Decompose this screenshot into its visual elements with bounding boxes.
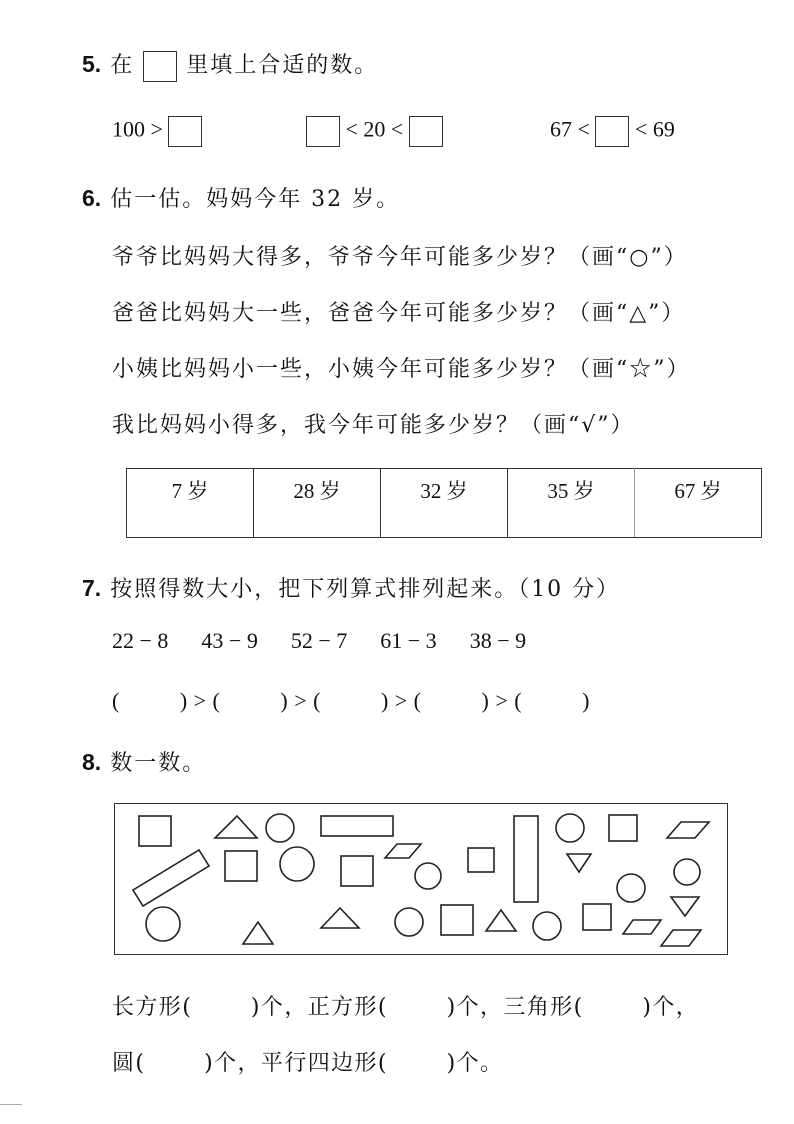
q5-expr-2: < 20 < (306, 116, 443, 147)
q5-expr-1: 100 > (112, 116, 202, 147)
answer-box[interactable] (306, 116, 340, 147)
q6-title: 6. 估一估。妈妈今年 32 岁。 (82, 185, 401, 212)
circle-shape (280, 847, 314, 881)
square-shape (225, 851, 257, 881)
page-edge-mark (0, 1104, 22, 1105)
age-cell[interactable]: 67 岁 (635, 469, 762, 538)
expr: 38 − 9 (469, 628, 527, 653)
circle-shape (415, 863, 441, 889)
q7-expressions (112, 628, 526, 654)
q7-title: 7. 按照得数大小，把下列算式排列起来。（10 分） (82, 575, 621, 602)
q6-line-1: 爷爷比妈妈大得多，爷爷今年可能多少岁？（画“○”） (112, 245, 688, 270)
q6-line-4: 我比妈妈小得多，我今年可能多少岁？（画“√”） (112, 413, 635, 438)
square-shape (583, 904, 611, 930)
age-cell[interactable]: 32 岁 (381, 469, 508, 538)
triangle-shape (567, 854, 591, 872)
q7-order-line[interactable]: ( ) > ( ) > ( ) > ( ) > ( ) (112, 688, 590, 713)
circle-shape (146, 907, 180, 941)
expr: 61 − 3 (380, 628, 437, 653)
circle-shape (617, 874, 645, 902)
age-cell[interactable]: 7 岁 (127, 469, 254, 538)
rectangle-shape (321, 816, 393, 836)
q6-line-2: 爸爸比妈妈大一些，爸爸今年可能多少岁？（画“△”） (112, 301, 686, 326)
q7-title-text: 按照得数大小，把下列算式排列起来。（10 分） (110, 577, 621, 602)
triangle-shape (486, 910, 516, 931)
answer-box[interactable] (409, 116, 443, 147)
square-shape (341, 856, 373, 886)
q5-number: 5 (82, 51, 95, 77)
rectangle-shape (514, 816, 538, 902)
answer-box[interactable] (168, 116, 202, 147)
parallelogram-shape (667, 822, 709, 838)
triangle-shape (321, 908, 359, 928)
q6-title-text: 估一估。妈妈今年 32 岁。 (110, 187, 401, 212)
q5-sample-box (143, 51, 177, 82)
circle-shape (395, 908, 423, 936)
q8-title: 8. 数一数。 (82, 749, 207, 776)
age-table (126, 468, 762, 538)
q8-title-text: 数一数。 (110, 751, 207, 776)
expr: 52 − 7 (290, 628, 348, 653)
square-shape (441, 905, 473, 935)
square-shape (139, 816, 171, 846)
age-cell[interactable]: 28 岁 (254, 469, 381, 538)
circle-shape (674, 859, 700, 885)
parallelogram-shape (623, 920, 661, 934)
circle-shape (266, 814, 294, 842)
q8-answer-line-2[interactable]: 圆( )个，平行四边形( )个。 (112, 1051, 504, 1076)
circle-shape (533, 912, 561, 940)
q8-answer-line-1[interactable]: 长方形( )个，正方形( )个，三角形( )个， (112, 995, 700, 1020)
rectangle-shape (133, 850, 209, 906)
shapes-panel (114, 803, 728, 955)
age-cell[interactable]: 35 岁 (508, 469, 635, 538)
q5-expr-3: 67 < < 69 (550, 116, 675, 147)
square-shape (468, 848, 494, 872)
parallelogram-shape (385, 844, 421, 858)
triangle-shape (215, 816, 257, 838)
q5-text: 在 (110, 53, 135, 78)
circle-shape (556, 814, 584, 842)
square-shape (609, 815, 637, 841)
triangle-shape (243, 922, 273, 944)
parallelogram-shape (661, 930, 701, 946)
answer-box[interactable] (595, 116, 629, 147)
triangle-shape (671, 897, 699, 916)
q5-text2: 里填上合适的数。 (186, 53, 379, 78)
q6-line-3: 小姨比妈妈小一些，小姨今年可能多少岁？（画“☆”） (112, 357, 691, 382)
shapes-figure (115, 804, 727, 954)
expr: 43 − 9 (201, 628, 258, 653)
expr: 22 − 8 (112, 628, 169, 653)
q5-instruction: 5. 在 里填上合适的数。 (82, 48, 378, 82)
